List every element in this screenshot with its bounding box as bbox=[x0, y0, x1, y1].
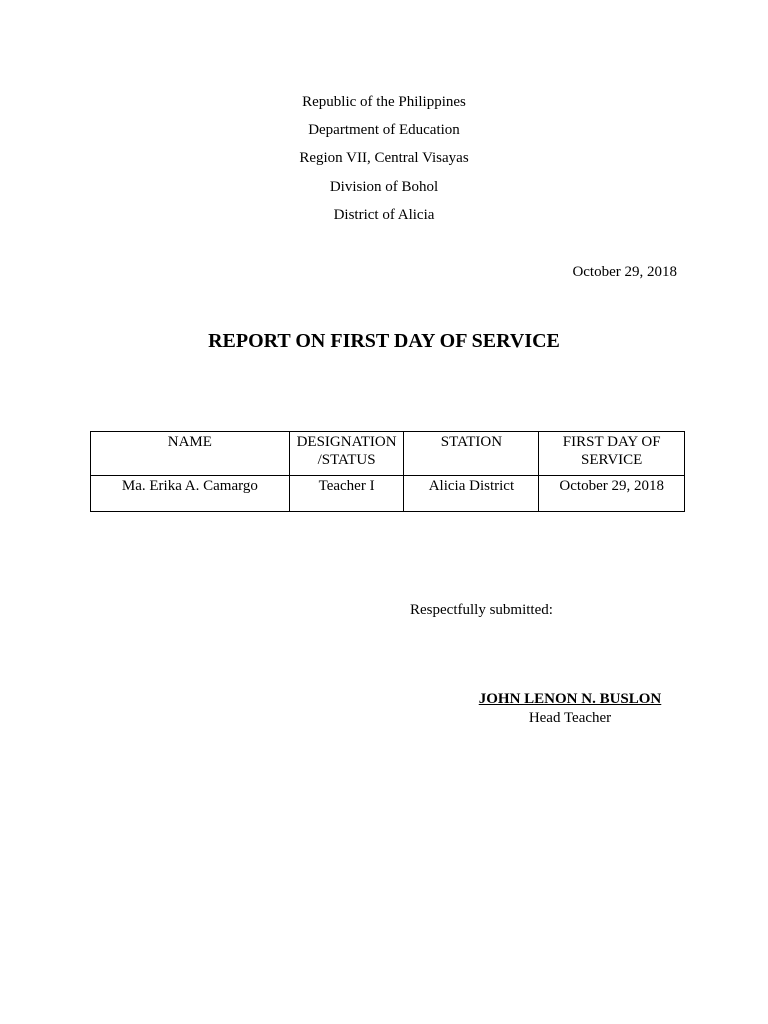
column-header-name bbox=[91, 432, 290, 476]
column-header-station-label: STATION bbox=[440, 434, 503, 450]
signatory-name: JOHN LENON N. BUSLON bbox=[478, 691, 662, 707]
cell-name: Ma. Erika A. Camargo bbox=[91, 476, 290, 512]
report-title: REPORT ON FIRST DAY OF SERVICE bbox=[208, 330, 560, 352]
table-header-row bbox=[91, 432, 685, 476]
table-row bbox=[91, 476, 685, 512]
service-table bbox=[90, 431, 685, 512]
header-republic: Republic of the Philippines bbox=[302, 94, 466, 110]
report-date: October 29, 2018 bbox=[572, 264, 677, 280]
cell-first-day: October 29, 2018 bbox=[539, 476, 685, 512]
signatory-position: Head Teacher bbox=[528, 710, 612, 726]
column-header-designation bbox=[289, 432, 404, 476]
header-district: District of Alicia bbox=[333, 207, 435, 223]
column-header-designation-line1: DESIGNATION bbox=[296, 434, 397, 450]
column-header-station bbox=[404, 432, 539, 476]
closing-text: Respectfully submitted: bbox=[410, 602, 553, 618]
column-header-first-day bbox=[539, 432, 685, 476]
header-department: Department of Education bbox=[308, 122, 460, 138]
column-header-first-day-line1: FIRST DAY OF bbox=[562, 434, 661, 450]
header-region: Region VII, Central Visayas bbox=[299, 150, 469, 166]
column-header-name-label: NAME bbox=[167, 434, 212, 450]
column-header-first-day-line2: SERVICE bbox=[581, 452, 643, 468]
cell-station: Alicia District bbox=[404, 476, 539, 512]
column-header-designation-line2: /STATUS bbox=[317, 452, 376, 468]
header-division: Division of Bohol bbox=[329, 179, 439, 195]
cell-designation: Teacher I bbox=[289, 476, 404, 512]
signatory-block bbox=[470, 690, 670, 727]
